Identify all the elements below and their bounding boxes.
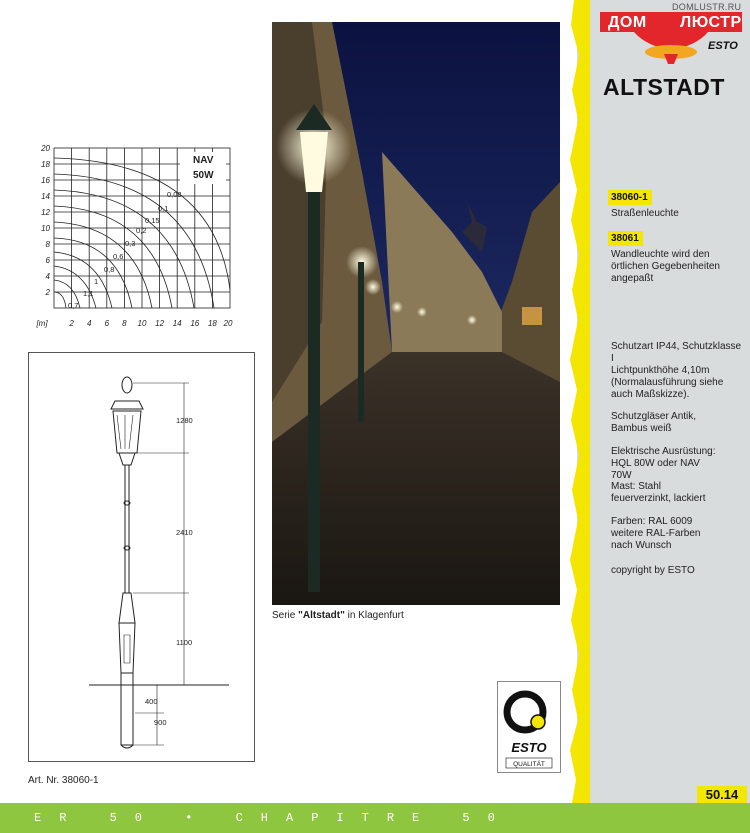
contour-label: 0,7	[68, 301, 79, 310]
esto-quality-badge	[497, 681, 561, 773]
caption-suffix: in Klagenfurt	[344, 610, 404, 621]
dimension-label: 1280	[176, 416, 193, 425]
light-distribution-chart	[28, 140, 238, 335]
contour-label: 0,8	[104, 265, 115, 274]
x-tick: 4	[86, 319, 92, 328]
spec-electrical: Elektrische Ausrüstung: HQL 80W oder NAV 70W	[611, 446, 716, 481]
article-number-note: Art. Nr. 38060-1	[28, 775, 99, 786]
contour-label: 0,15	[145, 216, 160, 225]
contour-label: 1,1	[83, 289, 94, 298]
y-tick: 12	[41, 208, 50, 217]
logo-word-right: ЛЮСТР	[680, 14, 742, 31]
site-url[interactable]: DOMLUSTR.RU	[672, 2, 742, 12]
dimension-label: 1100	[176, 638, 193, 647]
y-tick: 10	[41, 224, 50, 233]
y-tick: 6	[45, 256, 50, 265]
x-tick: 16	[190, 319, 200, 328]
dimension-drawing	[28, 352, 255, 762]
spec-light-height: Lichtpunkthöhe 4,10m (Normalausführung siehe auch Maßskizze).	[611, 365, 724, 400]
page-title: ALTSTADT	[603, 74, 725, 100]
article-description: Wandleuchte wird den örtlichen Gegebenheiten angepaßt	[611, 249, 720, 284]
contour-label: 1	[94, 277, 99, 286]
dimension-label: 2410	[176, 528, 193, 537]
y-tick: 14	[41, 192, 50, 201]
esto-badge-tagline: QUALITÄT	[513, 761, 545, 768]
x-tick: 6	[104, 319, 110, 328]
x-tick: 2	[69, 319, 74, 328]
y-tick: 20	[41, 144, 50, 153]
chart-lamp-label: NAV	[193, 155, 214, 166]
chart-power-label: 50W	[193, 170, 214, 181]
x-tick: 20	[223, 319, 233, 328]
spec-mast: Mast: Stahl feuerverzinkt, lackiert	[611, 481, 706, 504]
article-number-badge: 38060-1	[608, 190, 652, 205]
shop-logo[interactable]	[596, 8, 746, 66]
x-tick: 10	[137, 319, 147, 328]
chapter-label: ER 50 • CHAPITRE 50	[34, 811, 513, 825]
footer-bar	[0, 803, 750, 833]
caption-series: "Altstadt"	[298, 610, 345, 621]
copyright-note: copyright by ESTO	[611, 565, 695, 576]
esto-logo-icon	[498, 682, 560, 772]
article-description: Straßenleuchte	[611, 208, 679, 219]
street-photo	[272, 22, 560, 605]
contour-label: 0,6	[113, 252, 124, 261]
contour-label: 0,3	[125, 239, 136, 248]
caption-prefix: Serie	[272, 610, 299, 621]
dimension-label: 400	[145, 697, 158, 706]
yellow-stripe	[566, 0, 590, 803]
x-tick: 14	[172, 319, 182, 328]
unit-label: [m]	[36, 319, 48, 328]
article-number-badge: 38061	[608, 231, 643, 246]
x-tick: 18	[207, 319, 217, 328]
y-tick: 2	[45, 288, 50, 297]
logo-brand: ESTO	[708, 40, 738, 52]
y-tick: 8	[45, 240, 50, 249]
contour-label: 0,1	[158, 204, 169, 213]
y-tick: 18	[41, 160, 50, 169]
x-tick: 12	[155, 319, 165, 328]
x-tick: 8	[122, 319, 127, 328]
logo-word-left: ДОМ	[608, 14, 647, 31]
spec-colors: Farben: RAL 6009 weitere RAL-Farben nach Wunsch	[611, 516, 701, 551]
sidebar	[577, 0, 750, 803]
spec-glass: Schutzgläser Antik, Bambus weiß	[611, 411, 697, 434]
spec-protection: Schutzart IP44, Schutzklasse I	[611, 341, 742, 364]
y-tick: 4	[45, 272, 50, 281]
dimension-label: 900	[154, 718, 167, 727]
esto-badge-brand: ESTO	[511, 740, 547, 755]
page-number: 50.14	[697, 786, 747, 804]
contour-label: 0,2	[136, 226, 147, 235]
y-tick: 16	[41, 176, 50, 185]
lamp-post-drawing	[29, 353, 254, 761]
contour-label: 0,08	[167, 190, 182, 199]
photo-caption	[272, 610, 404, 621]
